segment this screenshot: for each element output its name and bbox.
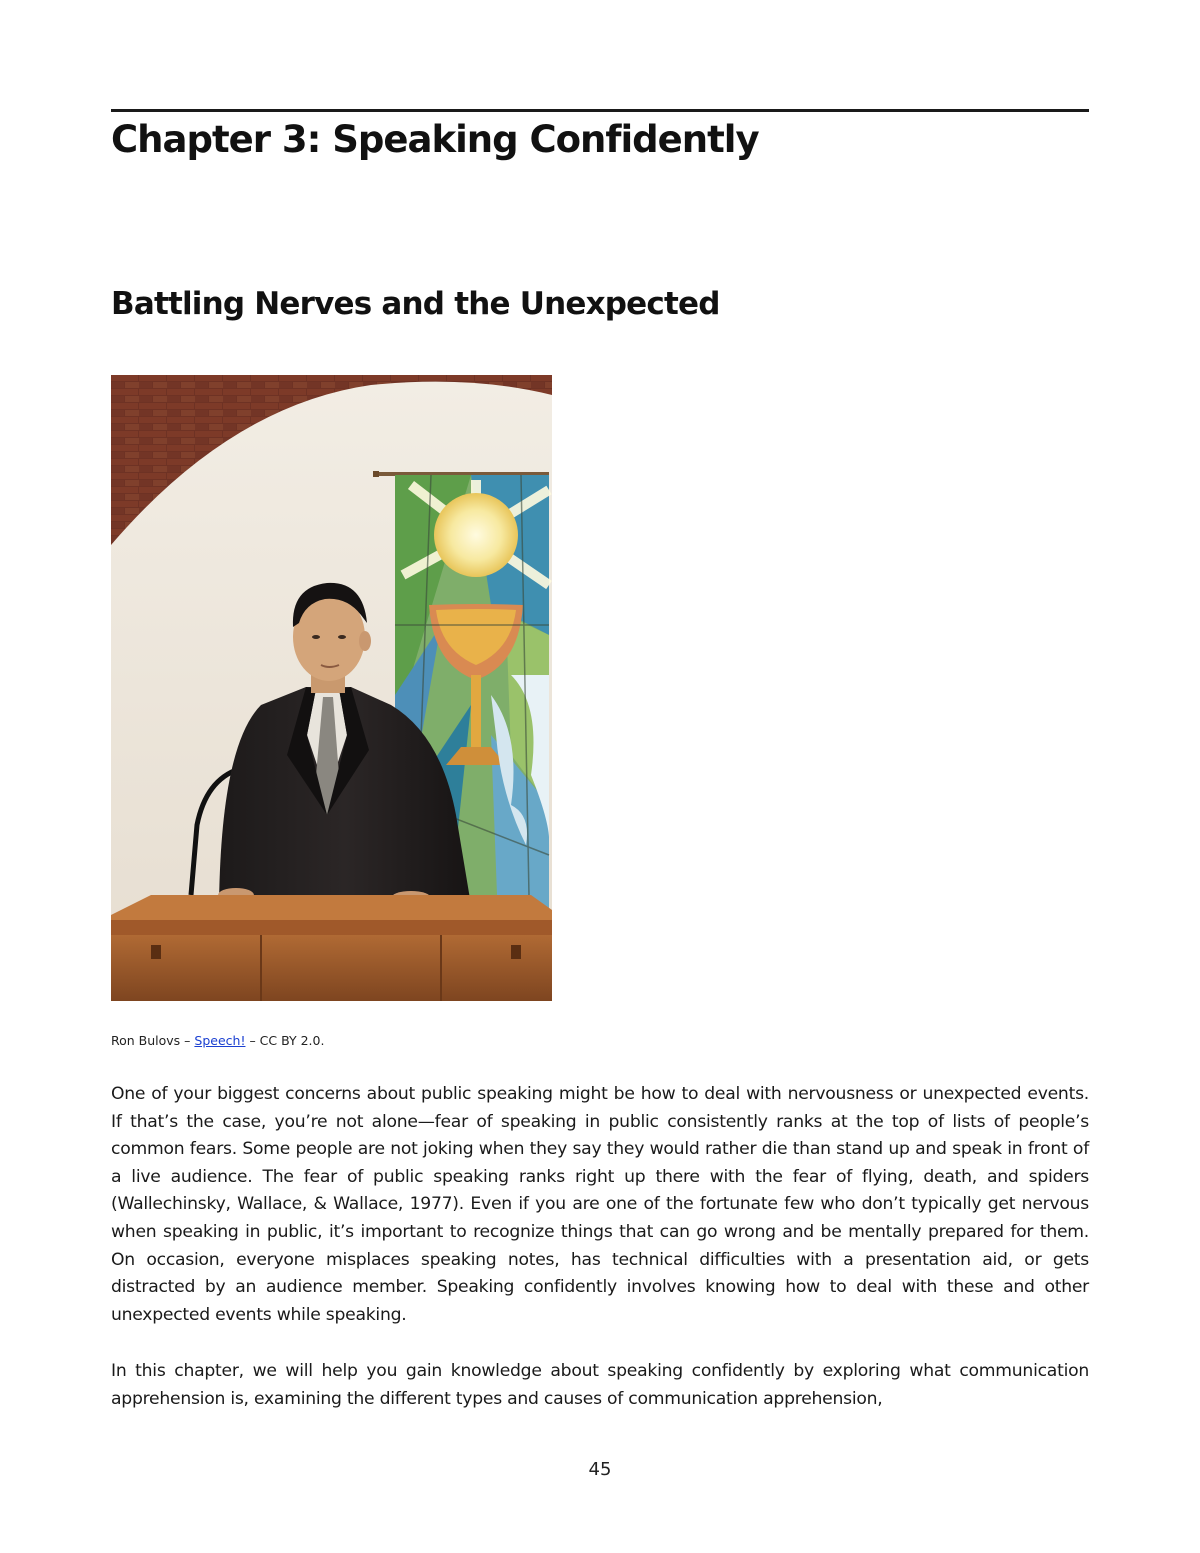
caption-author: Ron Bulovs xyxy=(111,1033,181,1048)
section-title: Battling Nerves and the Unexpected xyxy=(111,286,720,322)
caption-license: CC BY 2.0. xyxy=(259,1033,325,1048)
body-paragraph: One of your biggest concerns about public speaking might be how to deal with nervousness or unexpected events. If that’s the case, you’re not alone—fear of speaking in public consistently ranks at the top of lists of people’s common fears. Some people are not joking when they say they would rather die than stand up and speak in front of a live audience. The fear of public speaking ranks right up there with the fear of flying, death, and spiders (Wallechinsky, Wallace, & Wallace, 1977). Even if you are one of the fortunate few who don’t typically get nervous when speaking in public, it’s important to recognize things that can go wrong and be mentally prepared for them. On occasion, everyone misplaces speaking notes, has technical difficulties with a presentation aid, or gets distracted by an audience member. Speaking confidently involves knowing how to deal with these and other unexpected events while speaking. xyxy=(111,1084,1089,1325)
document-page xyxy=(111,0,1089,1553)
speaker-at-podium-photo xyxy=(111,375,552,1001)
caption-source-link[interactable]: Speech! xyxy=(194,1033,246,1048)
top-rule-divider xyxy=(111,109,1089,112)
caption-separator: – xyxy=(180,1033,195,1048)
caption-separator: – xyxy=(245,1033,260,1048)
body-paragraph: In this chapter, we will help you gain knowledge about speaking confidently by exploring what communication apprehension is, examining the different types and causes of communication apprehension, xyxy=(111,1361,1089,1409)
page-number: 45 xyxy=(588,1459,612,1480)
chapter-title: Chapter 3: Speaking Confidently xyxy=(111,118,759,161)
figure-caption xyxy=(111,1033,324,1048)
